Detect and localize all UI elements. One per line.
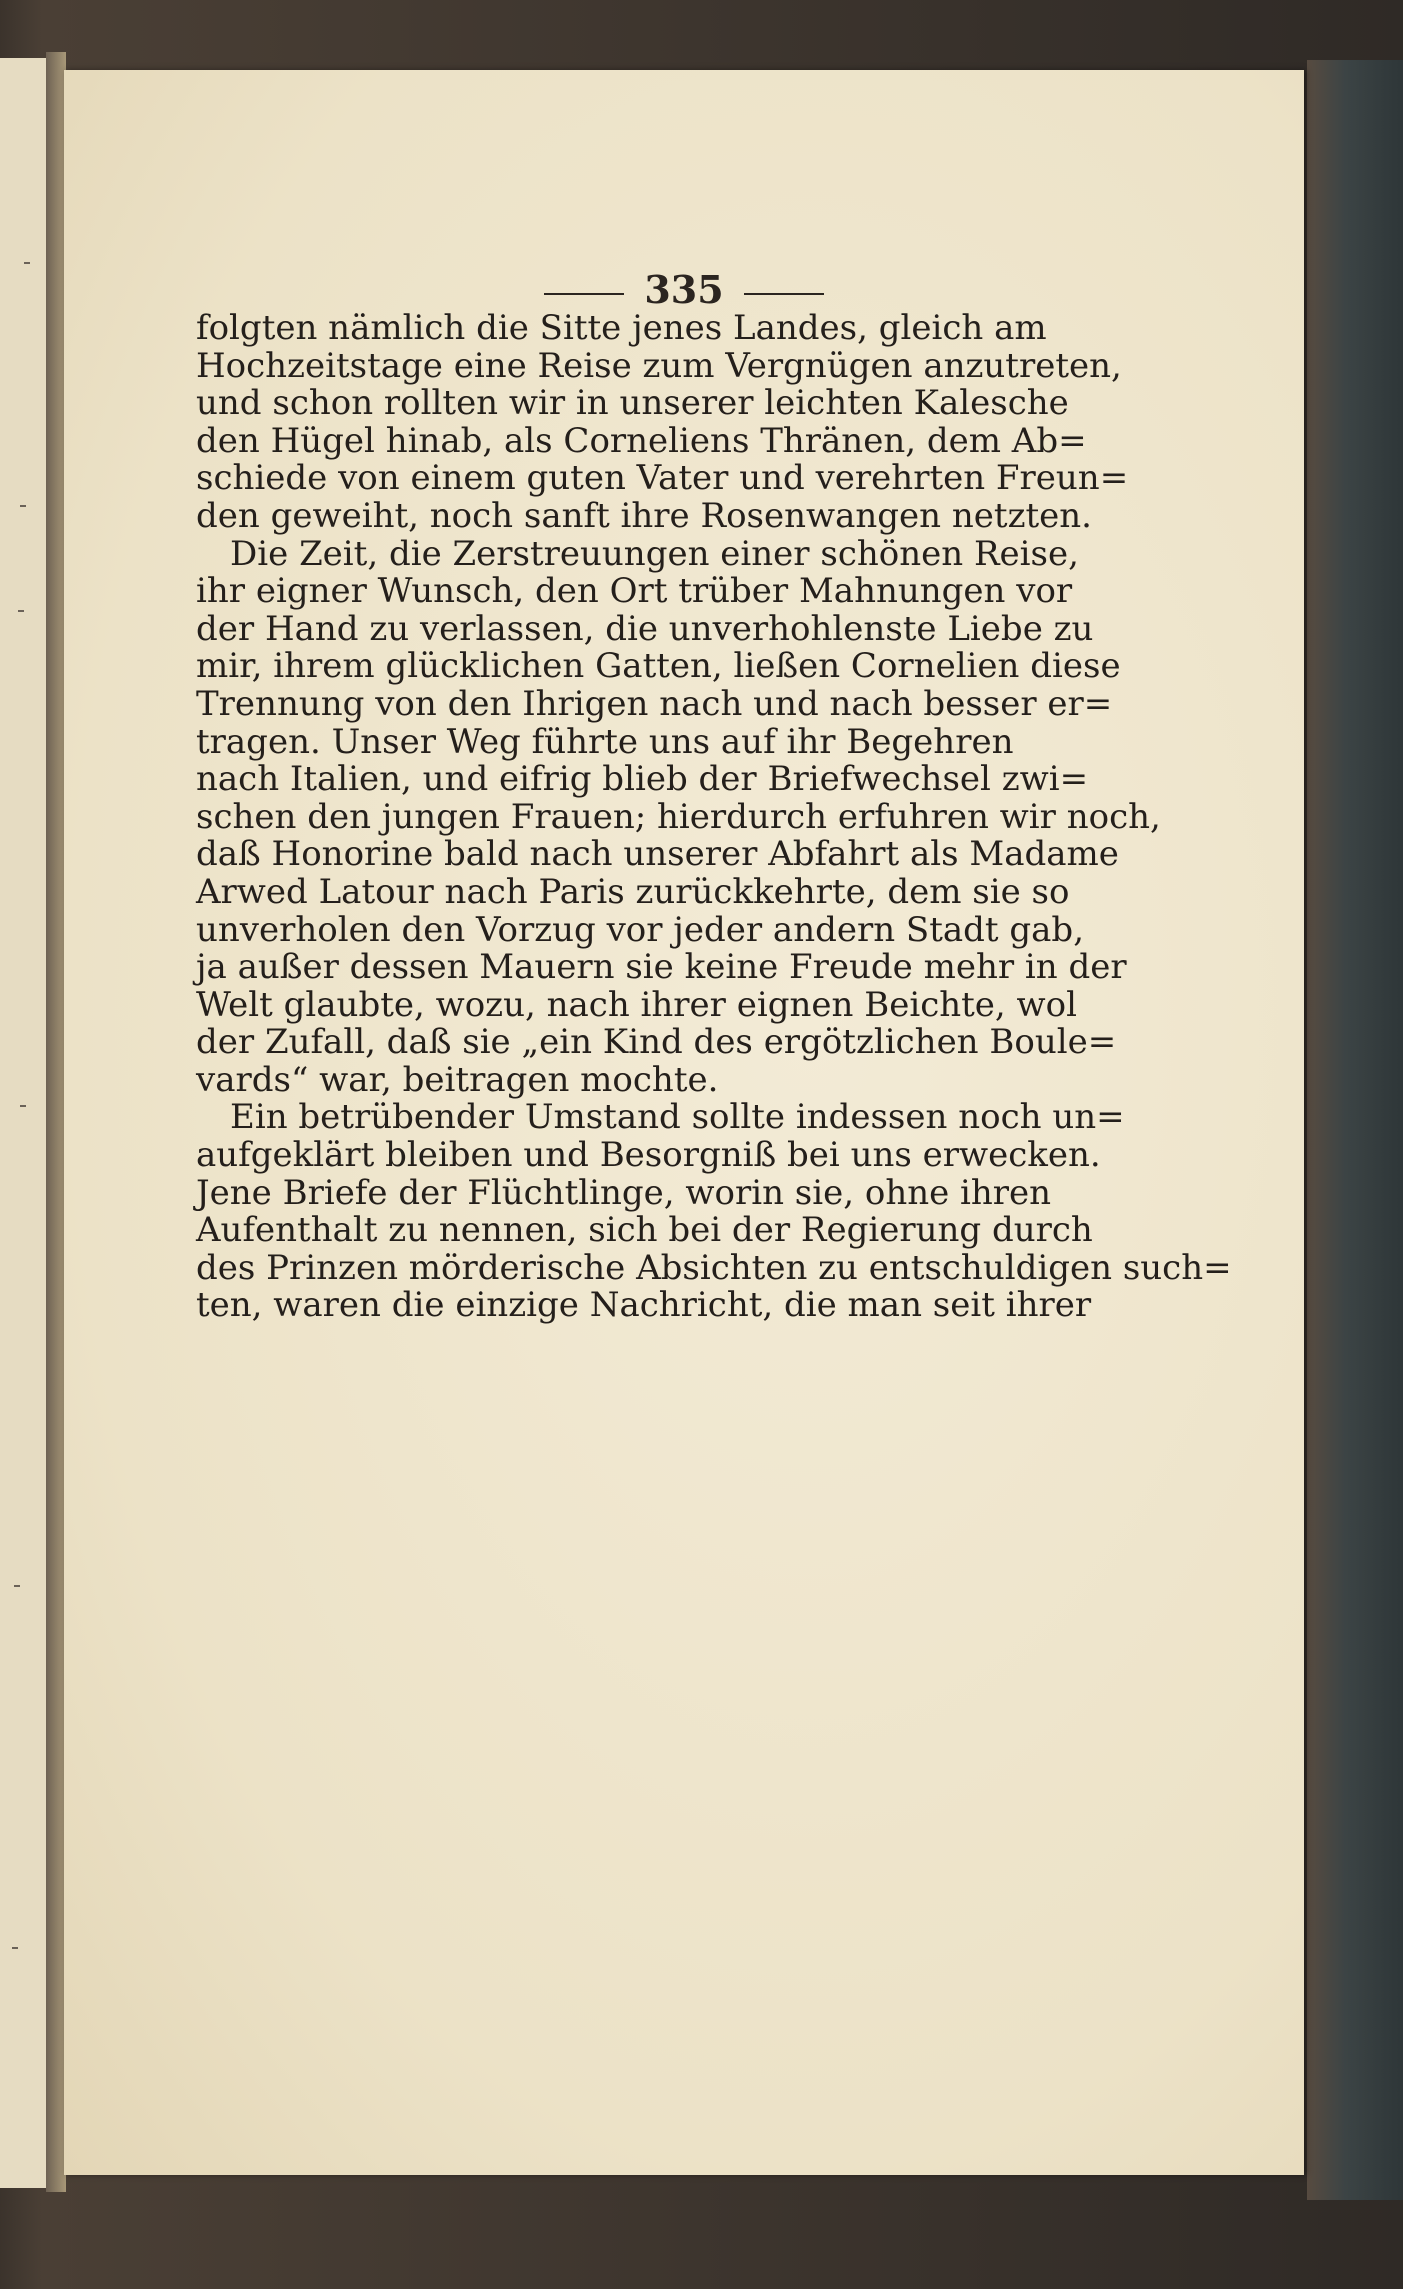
- book-binding: [1307, 60, 1403, 2200]
- text-line: ten, waren die einzige Nachricht, die man seit ihrer: [196, 1285, 1092, 1326]
- text-line: der Hand zu verlassen, die unverhohlenste Liebe zu: [196, 608, 1094, 649]
- text-line: Arwed Latour nach Paris zurückkehrte, dem sie so: [196, 871, 1070, 912]
- text-line: folgten nämlich die Sitte jenes Landes, gleich am: [196, 308, 1047, 348]
- text-line: mir, ihrem glücklichen Gatten, ließen Cornelien diese: [196, 646, 1121, 687]
- text-line: Aufenthalt zu nennen, sich bei der Regierung durch: [196, 1210, 1093, 1251]
- text-line: Welt glaubte, wozu, nach ihrer eignen Beichte, wol: [196, 984, 1077, 1025]
- text-line: und schon rollten wir in unserer leichten Kalesche: [196, 383, 1069, 424]
- text-line: Trennung von den Ihrigen nach und nach besser er=: [196, 683, 1113, 724]
- pencil-mark: [24, 262, 30, 264]
- text-line: ja außer dessen Mauern sie keine Freude mehr in der: [196, 947, 1127, 988]
- pencil-mark: [18, 610, 24, 612]
- text-line: ihr eigner Wunsch, den Ort trüber Mahnungen vor: [196, 571, 1073, 612]
- text-line: unverholen den Vorzug vor jeder andern Stadt gab,: [196, 909, 1085, 950]
- text-line: aufgeklärt bleiben und Besorgniß bei uns erwecken.: [196, 1135, 1101, 1176]
- page-header: [64, 267, 1304, 312]
- body-text: [196, 308, 1232, 1326]
- pencil-mark: [14, 1585, 20, 1587]
- book-page: [64, 70, 1304, 2175]
- text-line: nach Italien, und eifrig blieb der Briefwechsel zwi=: [196, 759, 1089, 800]
- pencil-mark: [12, 1947, 18, 1949]
- text-line: den geweiht, noch sanft ihre Rosenwangen netzten.: [196, 495, 1092, 536]
- text-line: daß Honorine bald nach unserer Abfahrt als Madame: [196, 834, 1119, 875]
- text-line: schen den jungen Frauen; hierdurch erfuhren wir noch,: [196, 796, 1161, 837]
- spine-shadow: [46, 52, 66, 2192]
- pencil-mark: [20, 1105, 26, 1107]
- text-line: tragen. Unser Weg führte uns auf ihr Begehren: [196, 721, 1014, 762]
- text-line: Hochzeitstage eine Reise zum Vergnügen anzutreten,: [196, 345, 1122, 386]
- text-line: Die Zeit, die Zerstreuungen einer schönen Reise,: [230, 533, 1079, 574]
- text-line: den Hügel hinab, als Corneliens Thränen, dem Ab=: [196, 420, 1087, 461]
- header-rule-left: [544, 293, 624, 295]
- text-line: des Prinzen mörderische Absichten zu entschuldigen such=: [196, 1247, 1232, 1288]
- text-line: Jene Briefe der Flüchtlinge, worin sie, ohne ihren: [196, 1172, 1052, 1213]
- page-number: 335: [644, 267, 724, 312]
- facing-page-edge: [0, 58, 48, 2188]
- text-line: vards“ war, beitragen mochte.: [196, 1059, 719, 1100]
- text-line: der Zufall, daß sie „ein Kind des ergötzlichen Boule=: [196, 1022, 1117, 1063]
- text-line: schiede von einem guten Vater und verehrten Freun=: [196, 458, 1129, 499]
- text-line: Ein betrübender Umstand sollte indessen noch un=: [230, 1097, 1125, 1138]
- pencil-mark: [20, 505, 26, 507]
- header-rule-right: [744, 293, 824, 295]
